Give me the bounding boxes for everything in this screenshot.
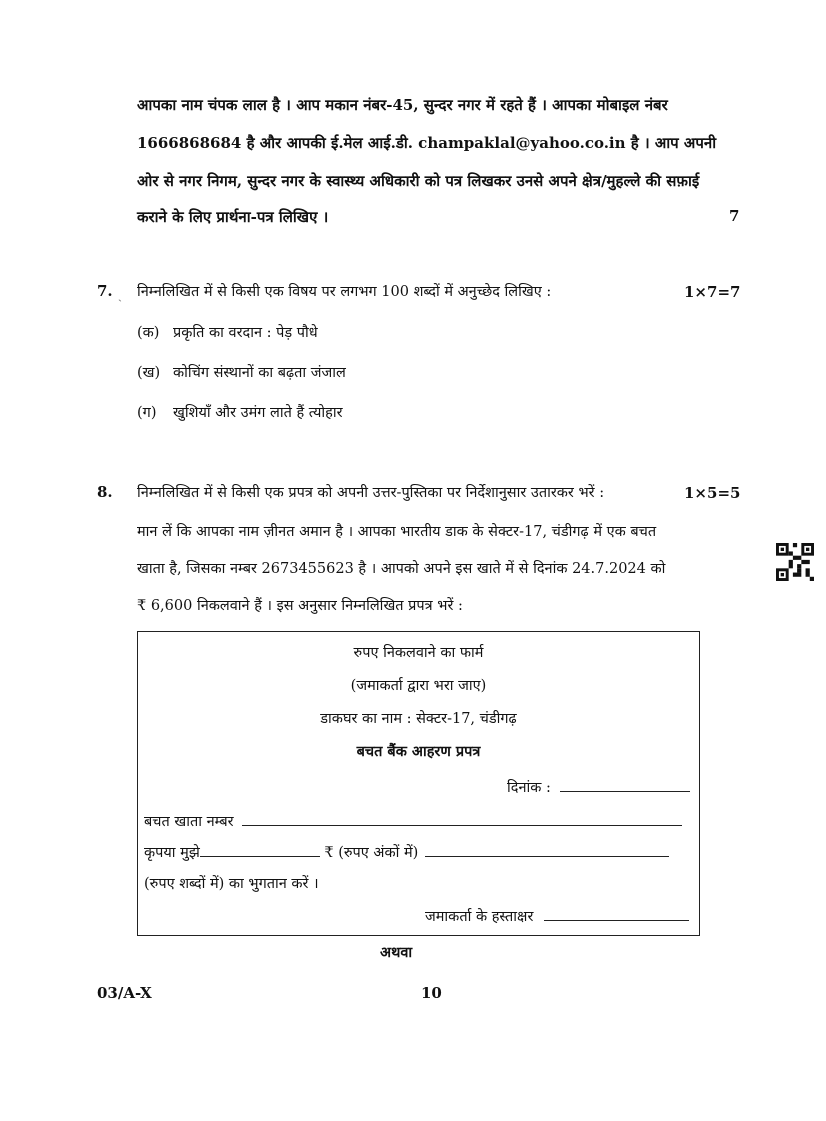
q7-option-a [137,322,318,342]
q6-line-1: आपका नाम चंपक लाल है । आप मकान नंबर-45, सुन्दर नगर में रहते हैं । आपका मोबाइल नंबर [137,96,668,114]
signature-label: जमाकर्ता के हस्ताक्षर [425,909,534,925]
q6-marks: 7 [729,207,740,225]
date-label: दिनांक : [507,780,551,796]
date-blank [560,777,690,792]
q6-line-2: 1666868684 है और आपकी ई.मेल आई.डी. champaklal@yahoo.co.in है । आप अपनी [137,134,717,152]
q8-number: 8. [97,483,113,501]
q7-prompt: निम्नलिखित में से किसी एक विषय पर लगभग 100 शब्दों में अनुच्छेद लिखिए : [137,284,552,300]
q8-line-2: खाता है, जिसका नम्बर 2673455623 है । आपको अपने इस खाते में से दिनांक 24.7.2024 को [137,561,666,577]
form-date-row [507,777,690,797]
option-text: खुशियाँ और उमंग लाते हैं त्योहार [173,405,343,421]
q6-line-3: ओर से नगर निगम, सुन्दर नगर के स्वास्थ्य अधिकारी को पत्र लिखकर उनसे अपने क्षेत्र/मुहल्ले की सफ़ाई [137,172,700,190]
account-label: बचत खाता नम्बर [144,814,234,830]
or-label: अथवा [380,944,413,961]
option-tag: (ग) [137,405,157,421]
form-title: रुपए निकलवाने का फार्म [353,645,484,661]
withdrawal-form [137,631,700,936]
option-text: कोचिंग संस्थानों का बढ़ता जंजाल [173,365,346,381]
form-subtitle: (जमाकर्ता द्वारा भरा जाए) [350,678,487,694]
form-signature-row [425,906,689,926]
rupee-blank [425,842,669,857]
option-text: प्रकृति का वरदान : पेड़ पौधे [173,325,318,341]
option-tag: (ख) [137,365,161,381]
q8-line-1: मान लें कि आपका नाम ज़ीनत अमान है । आपका भारतीय डाक के सेक्टर-17, चंडीगढ़ में एक बचत [137,524,657,540]
form-post-office: डाकघर का नाम : सेक्टर-17, चंडीगढ़ [320,711,517,727]
q7-option-c [137,402,343,422]
form-pay-row [144,842,669,862]
q7-number: 7. [97,282,113,300]
form-heading: बचत बैंक आहरण प्रपत्र [356,743,481,760]
signature-blank [544,906,689,921]
q6-line-4: कराने के लिए प्रार्थना-पत्र लिखिए । [137,208,329,226]
q7-option-b [137,362,346,382]
form-account-row [144,811,682,831]
form-words-row: (रुपए शब्दों में) का भुगतान करें । [144,876,319,892]
qr-code-icon [776,543,814,581]
paper-code: 03/A-X [97,984,152,1002]
page-number: 10 [421,984,442,1002]
rupee-label: ₹ (रुपए अंकों में) [324,845,419,861]
q8-line-3: ₹ 6,600 निकलवाने हैं । इस अनुसार निम्नलिखित प्रपत्र भरें : [137,598,463,614]
pen-mark: ˏ [118,288,122,302]
account-blank [242,811,682,826]
pay-blank [200,842,320,857]
q8-marks: 1×5=5 [684,484,741,502]
q8-prompt: निम्नलिखित में से किसी एक प्रपत्र को अपनी उत्तर-पुस्तिका पर निर्देशानुसार उतारकर भरें : [137,485,605,501]
option-tag: (क) [137,325,160,341]
q7-marks: 1×7=7 [684,283,741,301]
pay-label: कृपया मुझे [144,845,200,861]
